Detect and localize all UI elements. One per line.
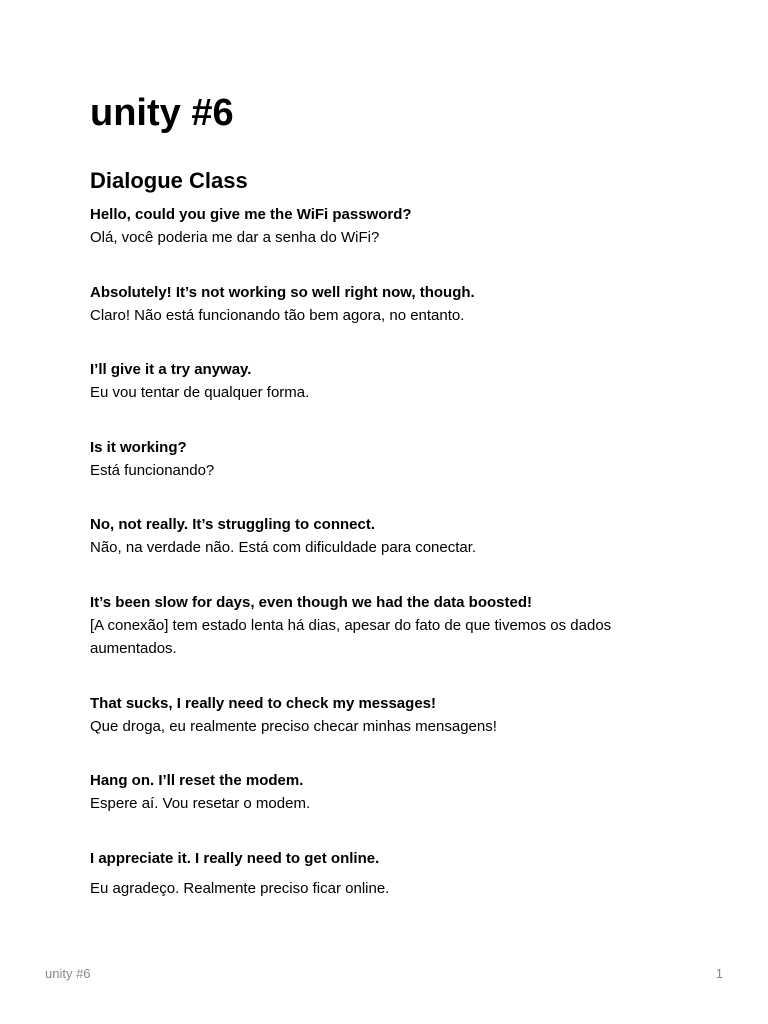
portuguese-line: Que droga, eu realmente preciso checar minhas mensagens! bbox=[90, 718, 497, 735]
dialogue-pair bbox=[90, 281, 650, 327]
portuguese-line: Eu agradeço. Realmente preciso ficar online. bbox=[90, 880, 390, 897]
portuguese-line: Espere aí. Vou resetar o modem. bbox=[90, 795, 311, 812]
dialogue-pair bbox=[90, 358, 650, 404]
english-line: Hang on. I’ll reset the modem. bbox=[90, 772, 304, 789]
dialogue-pair bbox=[90, 769, 650, 815]
dialogue-pair bbox=[90, 203, 650, 249]
english-line: I’ll give it a try anyway. bbox=[90, 361, 252, 378]
dialogue-pair bbox=[90, 692, 650, 738]
portuguese-line: Não, na verdade não. Está com dificuldade para conectar. bbox=[90, 539, 477, 556]
section-heading: Dialogue Class bbox=[90, 168, 248, 193]
english-line: Is it working? bbox=[90, 439, 187, 456]
english-line: I appreciate it. I really need to get online. bbox=[90, 850, 380, 867]
portuguese-line: Está funcionando? bbox=[90, 462, 215, 479]
portuguese-line: Olá, você poderia me dar a senha do WiFi? bbox=[90, 229, 380, 246]
english-line: That sucks, I really need to check my messages! bbox=[90, 695, 436, 712]
dialogue-pair bbox=[90, 436, 650, 482]
english-line: Absolutely! It’s not working so well right now, though. bbox=[90, 284, 475, 301]
dialogue-pair bbox=[90, 591, 650, 660]
footer-title: unity #6 bbox=[45, 966, 91, 981]
page-title: unity #6 bbox=[90, 92, 234, 134]
dialogue-pair bbox=[90, 513, 650, 559]
portuguese-line: Claro! Não está funcionando tão bem agora, no entanto. bbox=[90, 307, 465, 324]
english-line: It’s been slow for days, even though we had the data boosted! bbox=[90, 594, 533, 611]
portuguese-line: Eu vou tentar de qualquer forma. bbox=[90, 384, 310, 401]
english-line: Hello, could you give me the WiFi password? bbox=[90, 206, 412, 223]
english-line: No, not really. It’s struggling to connect. bbox=[90, 516, 376, 533]
dialogue-pair bbox=[90, 847, 650, 900]
portuguese-line: [A conexão] tem estado lenta há dias, apesar do fato de que tivemos os dados aumentados. bbox=[90, 617, 612, 657]
page-number: 1 bbox=[715, 966, 723, 981]
